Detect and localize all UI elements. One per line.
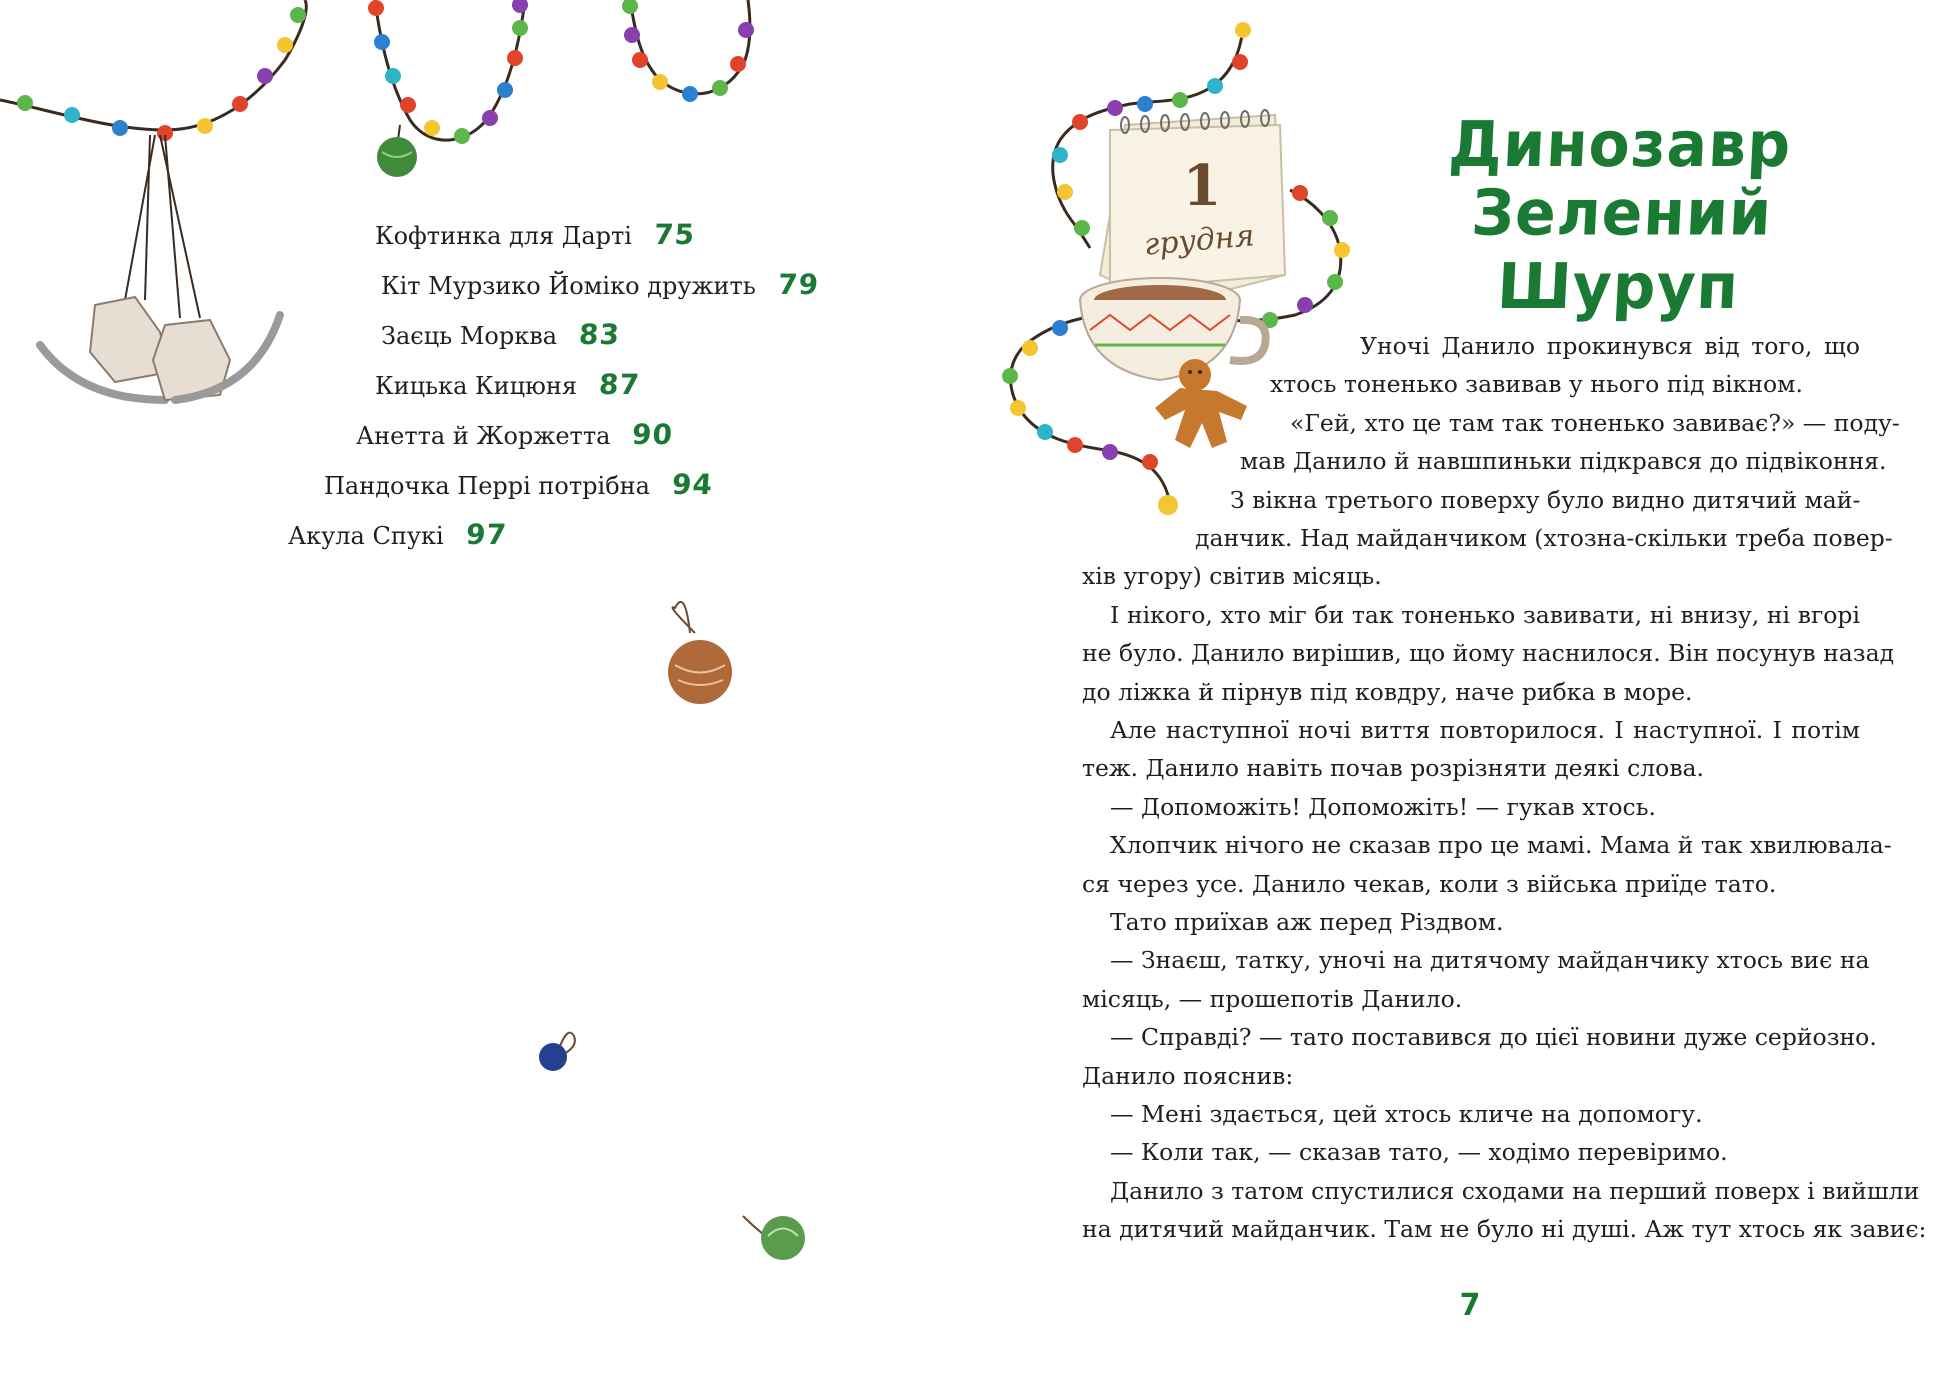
toc-entry[interactable] bbox=[381, 318, 620, 351]
story-line: І нікого, хто міг би так тоненько завивати, ні внизу, ні вгорі bbox=[1110, 601, 1860, 629]
story-line: ся через усе. Данило чекав, коли з війська приїде тато. bbox=[1082, 870, 1777, 898]
toc-entry-page: 83 bbox=[577, 318, 622, 351]
story-line: Тато приїхав аж перед Різдвом. bbox=[1110, 908, 1504, 936]
toc-entry-page: 87 bbox=[597, 368, 642, 401]
story-line: — Справді? — тато поставився до цієї новини дуже серйозно. bbox=[1110, 1023, 1877, 1051]
toc-entry-page: 79 bbox=[776, 268, 820, 301]
toc-entry-title: Пандочка Перрі потрібна bbox=[324, 472, 650, 500]
toc-entry-page: 94 bbox=[670, 468, 715, 501]
story-line: мав Данило й навшпиньки підкрався до підвіконня. bbox=[1240, 447, 1887, 475]
toc-entry-page: 97 bbox=[464, 518, 508, 551]
toc-entry-title: Акула Спукі bbox=[288, 522, 444, 550]
story-line: «Гей, хто це там так тоненько завиває?» — поду- bbox=[1290, 409, 1900, 437]
toc-entry-title: Анетта й Жоржетта bbox=[356, 422, 611, 450]
toc-entry-page: 90 bbox=[631, 418, 675, 451]
story-line: — Мені здається, цей хтось кличе на допомогу. bbox=[1110, 1100, 1703, 1128]
toc-entry-title: Кіт Мурзико Йоміко дружить bbox=[381, 272, 756, 300]
calendar-day: 1 bbox=[1182, 153, 1222, 219]
toc-entry-title: Кофтинка для Дарті bbox=[375, 222, 632, 250]
story-line: на дитячий майданчик. Там не було ні душі. Аж тут хтось як завиє: bbox=[1082, 1215, 1927, 1243]
story-line: Данило з татом спустилися сходами на перший поверх і вийшли bbox=[1110, 1177, 1920, 1205]
toc-entry[interactable] bbox=[381, 268, 819, 301]
story-line: Уночі Данило прокинувся від того, що bbox=[1360, 332, 1860, 360]
story-line: хів угору) світив місяць. bbox=[1082, 562, 1382, 590]
toc-entry[interactable] bbox=[375, 368, 640, 401]
toc-entry-page: 75 bbox=[652, 218, 697, 251]
story-line: — Коли так, — сказав тато, — ходімо перевіримо. bbox=[1110, 1138, 1728, 1166]
story-line: — Знаєш, татку, уночі на дитячому майданчику хтось виє на bbox=[1110, 946, 1870, 974]
story-text bbox=[1082, 0, 1927, 1388]
toc-entry-title: Заєць Морква bbox=[381, 322, 558, 350]
story-title-line: Зелений Шуруп bbox=[1469, 176, 1774, 324]
toc-entry[interactable] bbox=[375, 218, 695, 251]
toc-entry-title: Кицька Кицюня bbox=[375, 372, 578, 400]
story-line: до ліжка й пірнув під ковдру, наче рибка в море. bbox=[1082, 678, 1693, 706]
story-line: Але наступної ночі виття повторилося. І наступної. І потім bbox=[1110, 716, 1860, 744]
page-number: 7 bbox=[1459, 1288, 1481, 1323]
story-line: хтось тоненько завивав у нього під вікном. bbox=[1270, 370, 1803, 398]
story-line: Хлопчик нічого не сказав про це мамі. Мама й так хвилювала- bbox=[1110, 831, 1892, 859]
toc-entry[interactable] bbox=[288, 518, 507, 551]
story-title-line: Динозавр bbox=[1446, 108, 1794, 182]
story-line: Данило пояснив: bbox=[1082, 1062, 1294, 1090]
story-line: місяць, — прошепотів Данило. bbox=[1082, 985, 1463, 1013]
story-line: не було. Данило вирішив, що йому наснилося. Він посунув назад bbox=[1082, 639, 1895, 667]
story-line: — Допоможіть! Допоможіть! — гукав хтось. bbox=[1110, 793, 1656, 821]
calendar-month: грудня bbox=[1142, 218, 1256, 263]
story-line: теж. Данило навіть почав розрізняти деякі слова. bbox=[1082, 754, 1705, 782]
toc-entry[interactable] bbox=[356, 418, 673, 451]
toc-entry[interactable] bbox=[324, 468, 713, 501]
story-line: данчик. Над майданчиком (хтозна-скільки треба повер- bbox=[1195, 524, 1893, 552]
story-line: З вікна третього поверху було видно дитячий май- bbox=[1230, 486, 1861, 514]
